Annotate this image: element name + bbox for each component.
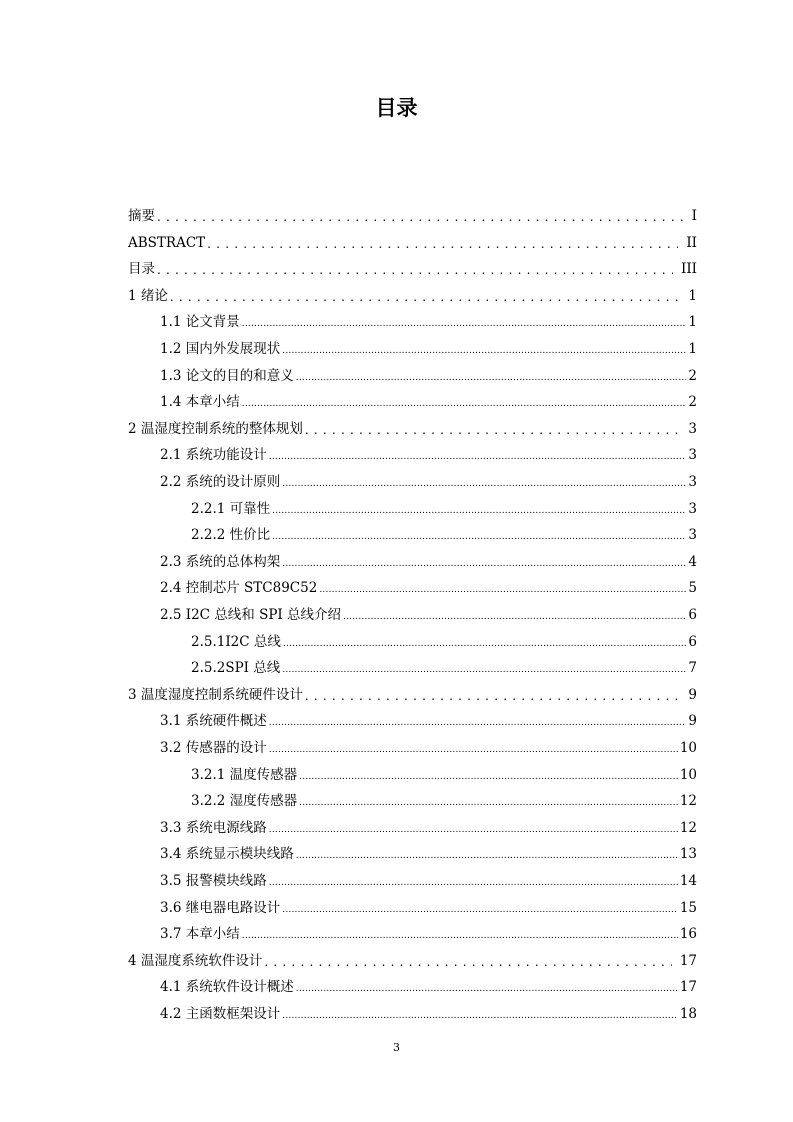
- toc-entry-page: 3: [688, 500, 697, 517]
- toc-entry[interactable]: [128, 279, 697, 305]
- toc-entry-label: 3.7 本章小结: [160, 926, 240, 943]
- toc-entry[interactable]: [128, 226, 697, 252]
- dot-leader: [319, 583, 686, 597]
- toc-entry-label: 目录: [128, 261, 155, 278]
- toc-entry-page: 9: [688, 686, 697, 703]
- toc-entry-page: 1: [688, 287, 697, 304]
- toc-entry[interactable]: [191, 492, 697, 518]
- toc-entry[interactable]: [160, 837, 697, 863]
- toc-entry-label: 2.2 系统的设计原则: [160, 474, 281, 490]
- page-title: 目录: [375, 96, 418, 120]
- toc-entry-label: 2.5 I2C 总线和 SPI 总线介绍: [160, 607, 342, 623]
- dot-leader: [296, 982, 678, 996]
- toc-entry-page: 2: [688, 394, 697, 411]
- dot-leader: [282, 344, 686, 358]
- toc-entry-label: 1.1 论文背景: [160, 314, 240, 331]
- toc-entry[interactable]: [160, 598, 697, 624]
- toc-entry-label: 4.2 主函数框架设计: [160, 1006, 281, 1022]
- toc-entry-label: 2.2.1 可靠性: [191, 500, 271, 517]
- toc-entry[interactable]: [160, 811, 697, 837]
- toc-entry-label: 2 温湿度控制系统的整体规划: [128, 420, 303, 437]
- toc-entry-page: 2: [688, 367, 697, 384]
- dot-leader: [272, 504, 686, 518]
- toc-entry-label: 2.4 控制芯片 STC89C52: [160, 580, 318, 597]
- toc-entry-label: 4.1 系统软件设计概述: [160, 979, 294, 996]
- dot-leader: [157, 209, 684, 225]
- toc-entry-label: 3.4 系统显示模块线路: [160, 846, 294, 863]
- toc-entry-page: 12: [679, 819, 697, 836]
- dot-leader: [296, 371, 687, 385]
- toc-entry-label: 2.3 系统的总体构架: [160, 553, 281, 570]
- dot-leader: [296, 849, 678, 863]
- toc-entry-page: 1: [688, 341, 697, 357]
- dot-leader: [269, 450, 687, 464]
- toc-entry-page: 3: [688, 527, 697, 544]
- toc-entry-label: 1.2 国内外发展现状: [160, 341, 281, 357]
- toc-entry-page: 10: [679, 766, 697, 783]
- dot-leader: [305, 422, 681, 438]
- toc-entry[interactable]: [191, 518, 697, 544]
- dot-leader: [343, 610, 686, 624]
- dot-leader: [272, 530, 686, 544]
- dot-leader: [269, 823, 678, 837]
- toc-entry-label: ABSTRACT: [128, 234, 206, 251]
- toc-entry[interactable]: [191, 784, 697, 810]
- toc-entry-page: 4: [688, 553, 697, 570]
- page-number: 3: [393, 1041, 400, 1054]
- toc-entry[interactable]: [160, 545, 697, 571]
- toc-entry-page: I: [691, 208, 697, 224]
- toc-entry[interactable]: [191, 758, 697, 784]
- toc-entry[interactable]: [160, 970, 697, 996]
- toc-entry[interactable]: [160, 891, 697, 917]
- toc-entry-page: 6: [688, 633, 697, 650]
- dot-leader: [242, 397, 687, 411]
- dot-leader: [170, 289, 681, 305]
- toc-entry-label: 2.5.2SPI 总线: [191, 660, 281, 677]
- toc-entry[interactable]: [160, 864, 697, 890]
- toc-entry[interactable]: [128, 252, 697, 278]
- toc-entry-label: 3.6 继电器电路设计: [160, 899, 281, 916]
- dot-leader: [207, 236, 678, 252]
- toc-entry-page: 9: [688, 713, 697, 730]
- toc-entry-label: 摘要: [128, 208, 155, 224]
- toc-entry-label: 3.2.1 温度传感器: [191, 766, 298, 783]
- toc-entry-page: 3: [688, 447, 697, 464]
- dot-leader: [242, 929, 678, 943]
- toc-entry-page: 15: [679, 899, 697, 916]
- toc-entry-label: 3.5 报警模块线路: [160, 873, 267, 889]
- dot-leader: [242, 317, 687, 331]
- dot-leader: [269, 716, 687, 730]
- dot-leader: [299, 770, 678, 784]
- toc-entry-page: 18: [679, 1006, 697, 1022]
- dot-leader: [282, 1009, 678, 1023]
- dot-leader: [269, 743, 678, 757]
- toc-entry-label: 1.4 本章小结: [160, 394, 240, 411]
- dot-leader: [305, 688, 681, 704]
- dot-leader: [264, 954, 671, 970]
- toc-entry-page: 16: [679, 926, 697, 943]
- toc-entry[interactable]: [160, 359, 697, 385]
- toc-entry-page: 3: [688, 420, 697, 437]
- toc-entry[interactable]: [191, 651, 697, 677]
- toc-entry-page: 10: [679, 740, 697, 756]
- toc-entry[interactable]: [128, 944, 697, 970]
- dot-leader: [283, 637, 687, 651]
- toc-entry-page: 1: [688, 314, 697, 331]
- toc-entry-label: 3 温度湿度控制系统硬件设计: [128, 686, 303, 703]
- toc-entry[interactable]: [160, 385, 697, 411]
- toc-entry[interactable]: [160, 465, 697, 491]
- toc-entry-page: 17: [679, 952, 697, 969]
- toc-entry[interactable]: [160, 438, 697, 464]
- toc-entry-label: 2.1 系统功能设计: [160, 447, 267, 464]
- toc-entry[interactable]: [160, 704, 697, 730]
- dot-leader: [282, 663, 686, 677]
- toc-entry[interactable]: [160, 571, 697, 597]
- toc-entry[interactable]: [191, 625, 697, 651]
- toc-entry-label: 1 绪论: [128, 287, 168, 304]
- dot-leader: [157, 262, 673, 278]
- toc-entry-page: 12: [679, 793, 697, 810]
- toc-entry-label: 3.3 系统电源线路: [160, 819, 267, 836]
- toc-entry-page: 7: [688, 660, 697, 677]
- dot-leader: [269, 876, 678, 890]
- toc-entry[interactable]: [160, 917, 697, 943]
- toc-entry-page: 17: [679, 979, 697, 996]
- toc-entry-label: 3.1 系统硬件概述: [160, 713, 267, 730]
- dot-leader: [282, 557, 686, 571]
- toc-entry-page: III: [681, 261, 697, 278]
- toc-entry-label: 2.5.1I2C 总线: [191, 633, 281, 650]
- toc-entry-page: 5: [688, 580, 697, 597]
- dot-leader: [282, 477, 686, 491]
- toc-entry-page: 14: [679, 873, 697, 889]
- toc-entry-label: 2.2.2 性价比: [191, 527, 271, 544]
- toc-entry-label: 3.2.2 湿度传感器: [191, 793, 298, 810]
- toc-entry[interactable]: [160, 997, 697, 1023]
- toc-entry[interactable]: [160, 332, 697, 358]
- toc-entry-page: 6: [688, 607, 697, 623]
- toc-entry-page: 3: [688, 474, 697, 490]
- toc-entry-page: II: [686, 234, 697, 251]
- toc-entry[interactable]: [128, 412, 697, 438]
- toc-entry[interactable]: [128, 199, 697, 225]
- toc-entry-page: 13: [679, 846, 697, 863]
- toc-entry[interactable]: [160, 305, 697, 331]
- toc-entry-label: 4 温湿度系统软件设计: [128, 952, 263, 969]
- toc-entry[interactable]: [160, 731, 697, 757]
- toc-entry-label: 3.2 传感器的设计: [160, 740, 267, 756]
- dot-leader: [282, 903, 678, 917]
- dot-leader: [299, 796, 678, 810]
- toc-entry-label: 1.3 论文的目的和意义: [160, 367, 294, 384]
- toc-entry[interactable]: [128, 678, 697, 704]
